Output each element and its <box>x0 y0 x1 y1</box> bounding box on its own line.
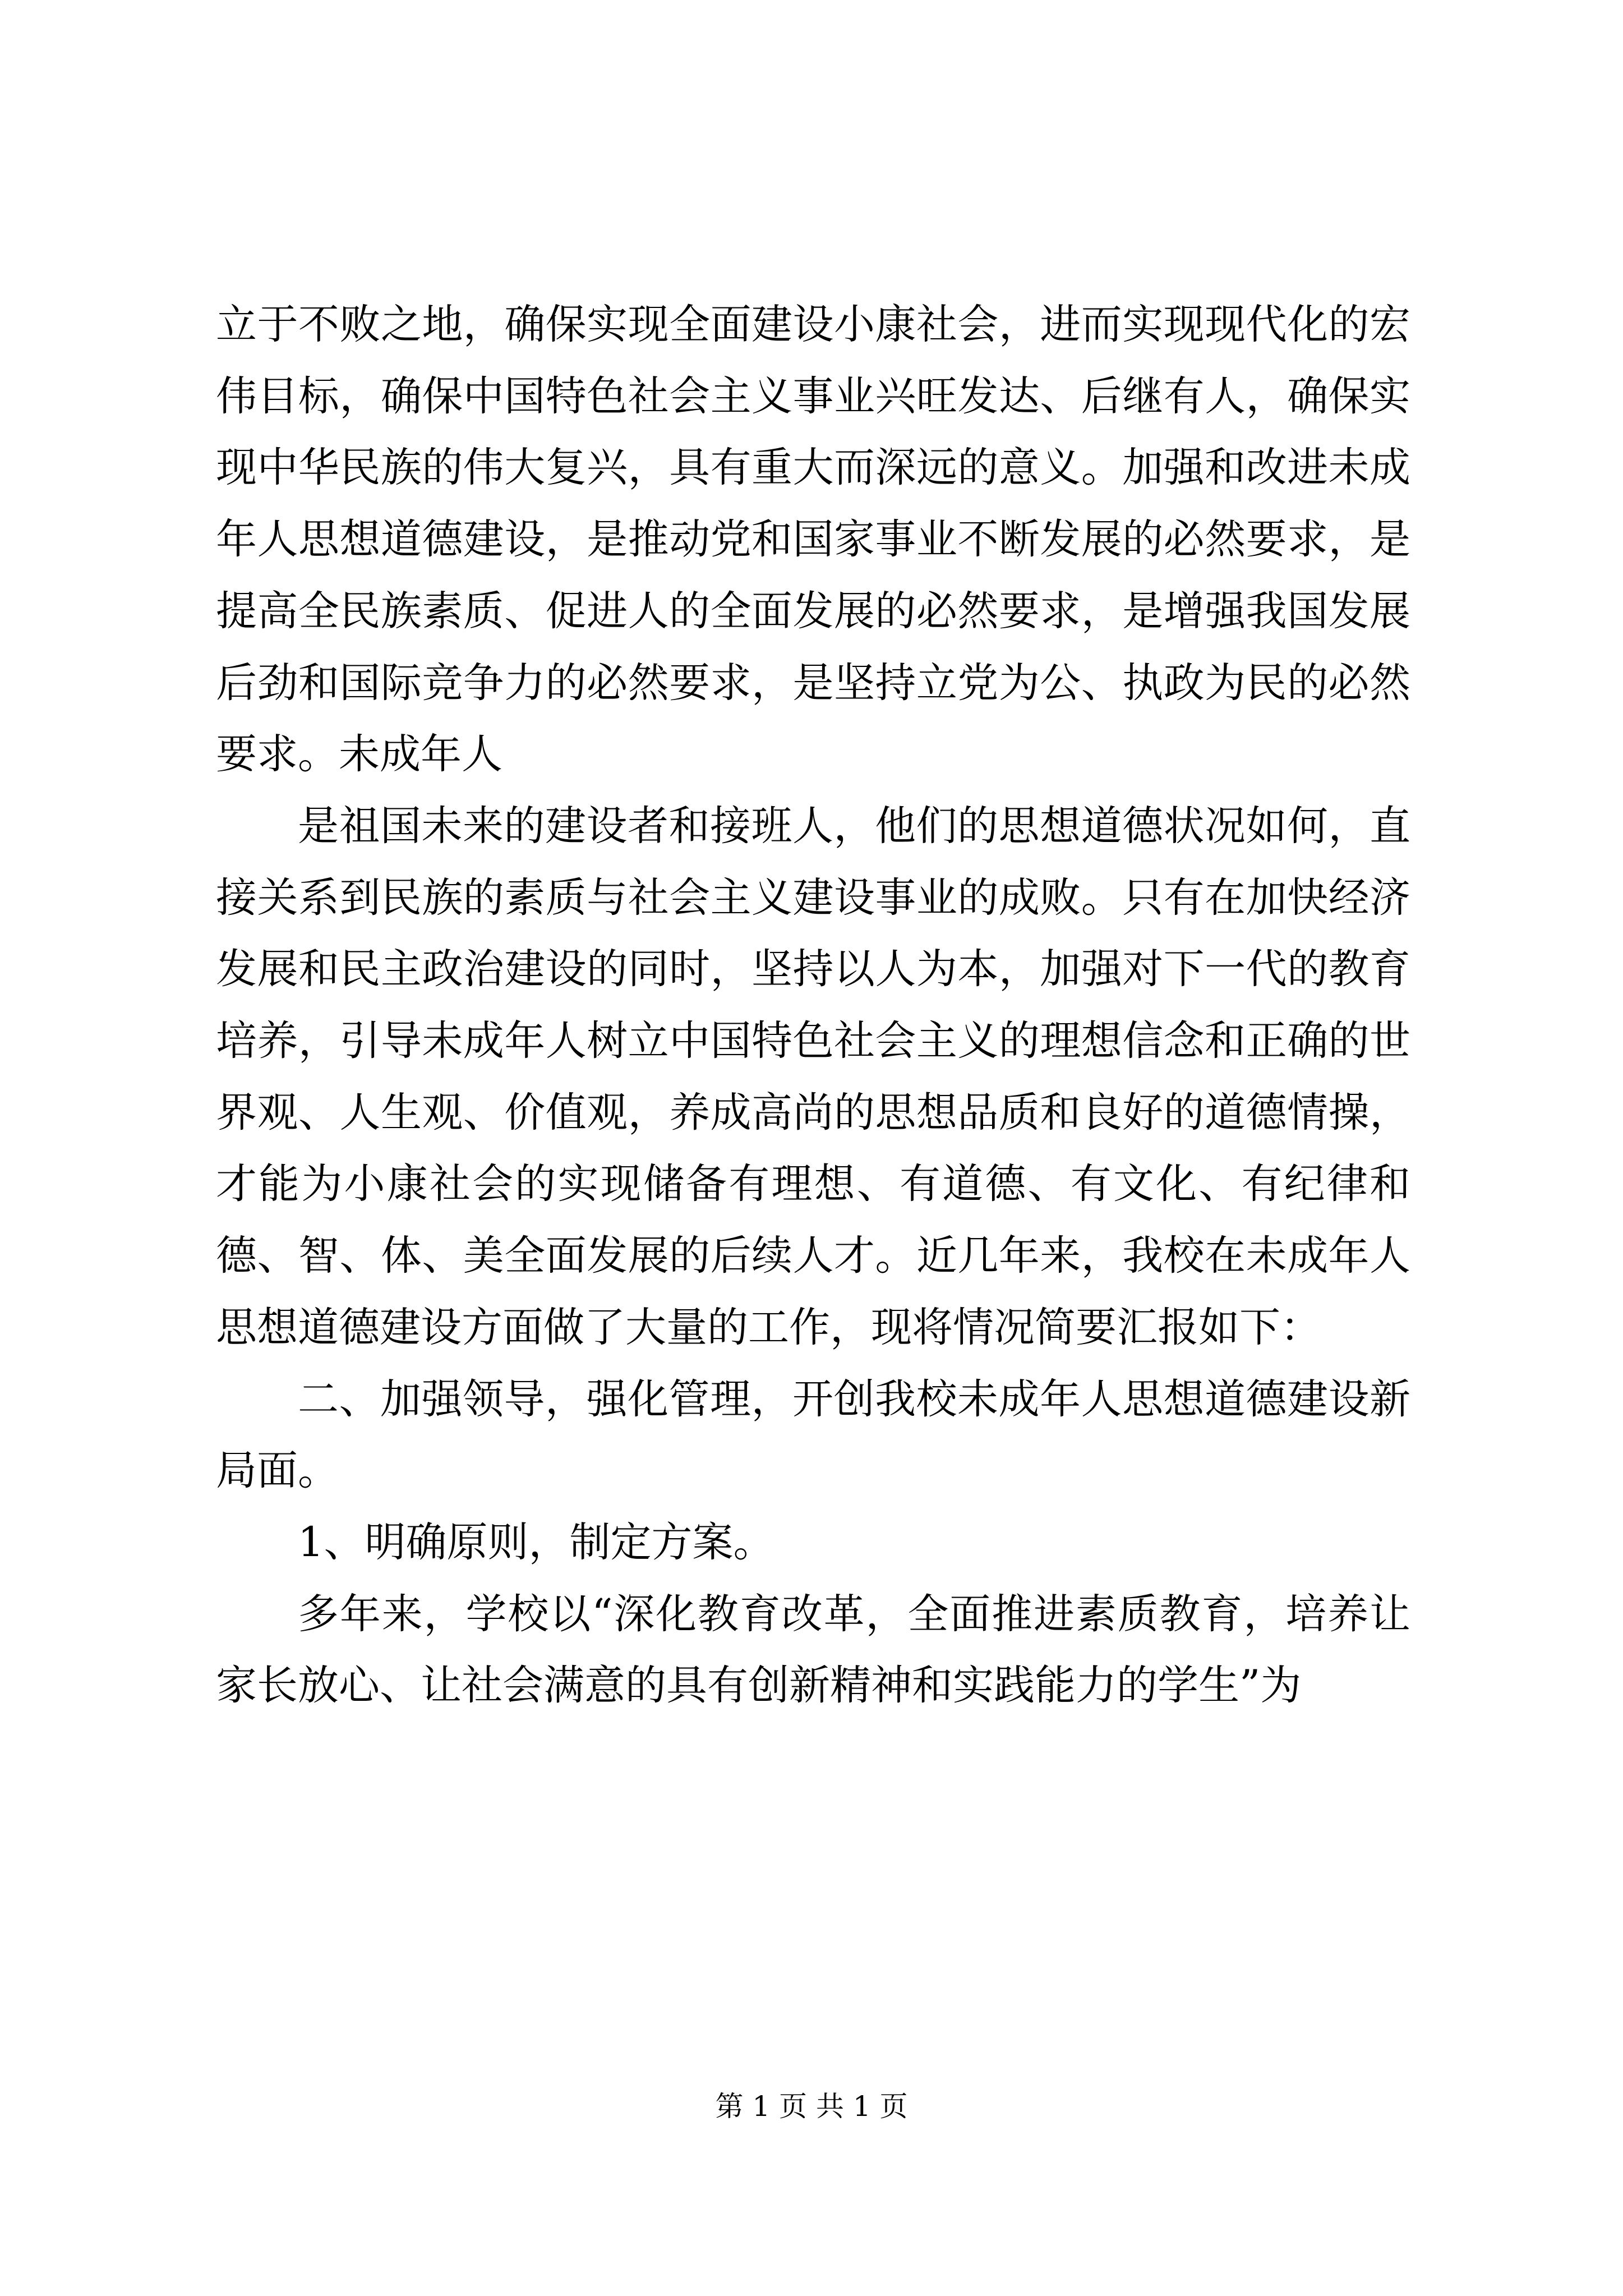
page-footer: 第 1 页 共 1 页 <box>715 2090 908 2123</box>
paragraph-4-subheading: 1、明确原则，制定方案。 <box>298 1518 774 1566</box>
paragraph-5: 多年来，学校以“深化教育改革，全面推进素质教育，培养让家长放心、让社会满意的具有创新精神和实践能力的学生”为 <box>216 1590 1410 1710</box>
paragraph-1: 立于不败之地，确保实现全面建设小康社会，进而实现现代化的宏伟目标，确保中国特色社会主义事业兴旺发达、后继有人，确保实现中华民族的伟大复兴，具有重大而深远的意义。加强和改进未成年人思想道德建设，是推动党和国家事业不断发展的必然要求，是提高全民族素质、促进人的全面发展的必然要求，是增强我国发展后劲和国际竞争力的必然要求，是坚持立党为公、执政为民的必然要求。未成年人 <box>216 301 1410 779</box>
document-body <box>216 289 1410 1722</box>
paragraph-2: 是祖国未来的建设者和接班人，他们的思想道德状况如何，直接关系到民族的素质与社会主义建设事业的成败。只有在加快经济发展和民主政治建设的同时，坚持以人为本，加强对下一代的教育培养，引导未成年人树立中国特色社会主义的理想信念和正确的世界观、人生观、价值观，养成高尚的思想品质和良好的道德情操，才能为小康社会的实现储备有理想、有道德、有文化、有纪律和德、智、体、美全面发展的后续人才。近几年来，我校在未成年人思想道德建设方面做了大量的工作，现将情况简要汇报如下： <box>216 802 1410 1351</box>
paragraph-3-section-heading: 二、加强领导，强化管理，开创我校未成年人思想道德建设新局面。 <box>216 1375 1410 1495</box>
